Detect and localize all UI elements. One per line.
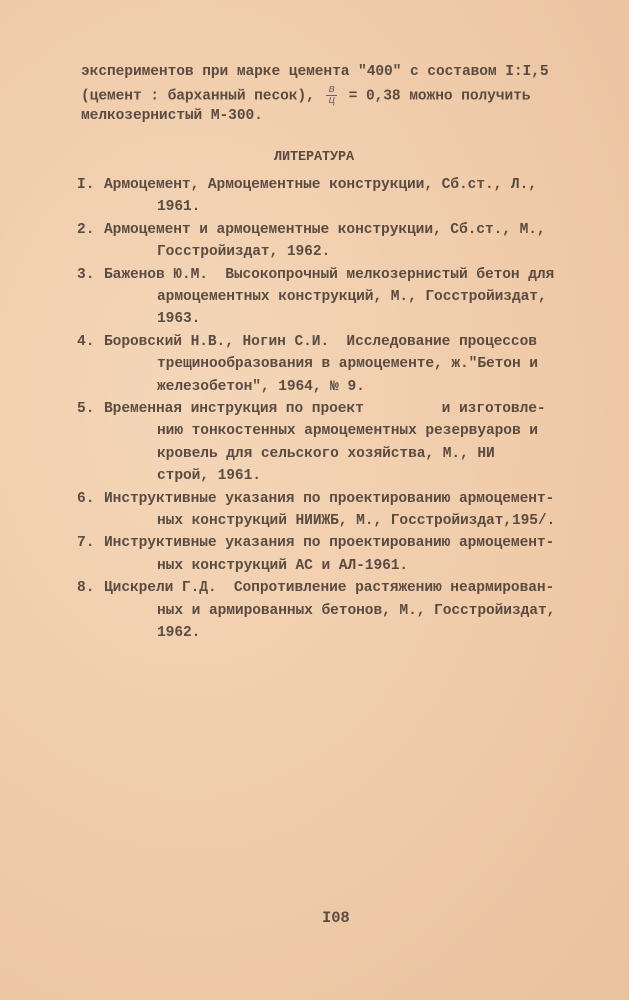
reference-line: железобетон", 1964, № 9. <box>157 378 365 395</box>
fraction-numerator: в <box>328 84 335 96</box>
fraction-denominator: ц <box>328 95 335 107</box>
intro-line-2-start: (цемент : барханный песок), <box>81 88 315 105</box>
reference-line: 1963. <box>157 311 201 328</box>
intro-line-2-end: = 0,38 можно получить <box>348 88 531 105</box>
reference-number: 6. <box>77 490 95 507</box>
reference-line: кровель для сельского хозяйства, М., НИ <box>157 445 495 462</box>
reference-line: Цискрели Г.Д. Сопротивление растяжению неармирован- <box>104 580 555 597</box>
reference-line: ных конструкций АС и АЛ-1961. <box>157 557 409 574</box>
intro-line-1: экспериментов при марке цемента "400" с составом I:I,5 <box>81 64 549 80</box>
reference-number: 2. <box>77 221 95 238</box>
reference-line: трещинообразования в армоцементе, ж."Бетон и <box>157 356 538 373</box>
reference-number: 4. <box>77 333 95 350</box>
reference-line: 1961. <box>157 199 201 216</box>
reference-number: 3. <box>77 266 95 283</box>
reference-line: 1962. <box>157 625 201 641</box>
reference-line: армоцементных конструкций, М., Госстройиздат, <box>157 289 547 305</box>
reference-number: 5. <box>77 401 95 417</box>
reference-line: ных и армированных бетонов, М., Госстройиздат, <box>157 602 556 619</box>
intro-line-3: мелкозернистый М-300. <box>81 108 263 124</box>
intro-line-2 <box>81 85 530 106</box>
reference-number: I. <box>77 177 95 193</box>
reference-line: Баженов Ю.М. Высокопрочный мелкозернистый бетон для <box>104 266 555 283</box>
reference-line: Боровский Н.В., Ногин С.И. Исследование процессов <box>104 333 537 350</box>
page-number: I08 <box>322 909 350 927</box>
reference-number: 7. <box>77 535 95 552</box>
reference-line: Армоцемент, Армоцементные конструкции, Сб.ст., Л., <box>104 177 537 193</box>
reference-number: 8. <box>77 580 95 597</box>
reference-line: Временная инструкция по проект и изготовле- <box>104 401 546 417</box>
reference-line: ных конструкций НИИЖБ, М., Госстройиздат,195/. <box>157 513 556 529</box>
reference-line: Госстройиздат, 1962. <box>157 244 331 261</box>
reference-line: Армоцемент и армоцементные конструкции, Сб.ст., М., <box>104 221 546 238</box>
reference-line: Инструктивные указания по проектированию армоцемент- <box>104 490 555 507</box>
reference-line: строй, 1961. <box>157 468 261 485</box>
reference-line: нию тонкостенных армоцементных резервуаров и <box>157 423 538 440</box>
water-cement-ratio-fraction <box>326 85 337 106</box>
references-heading: ЛИТЕРАТУРА <box>274 150 355 165</box>
reference-line: Инструктивные указания по проектированию армоцемент- <box>104 535 555 552</box>
